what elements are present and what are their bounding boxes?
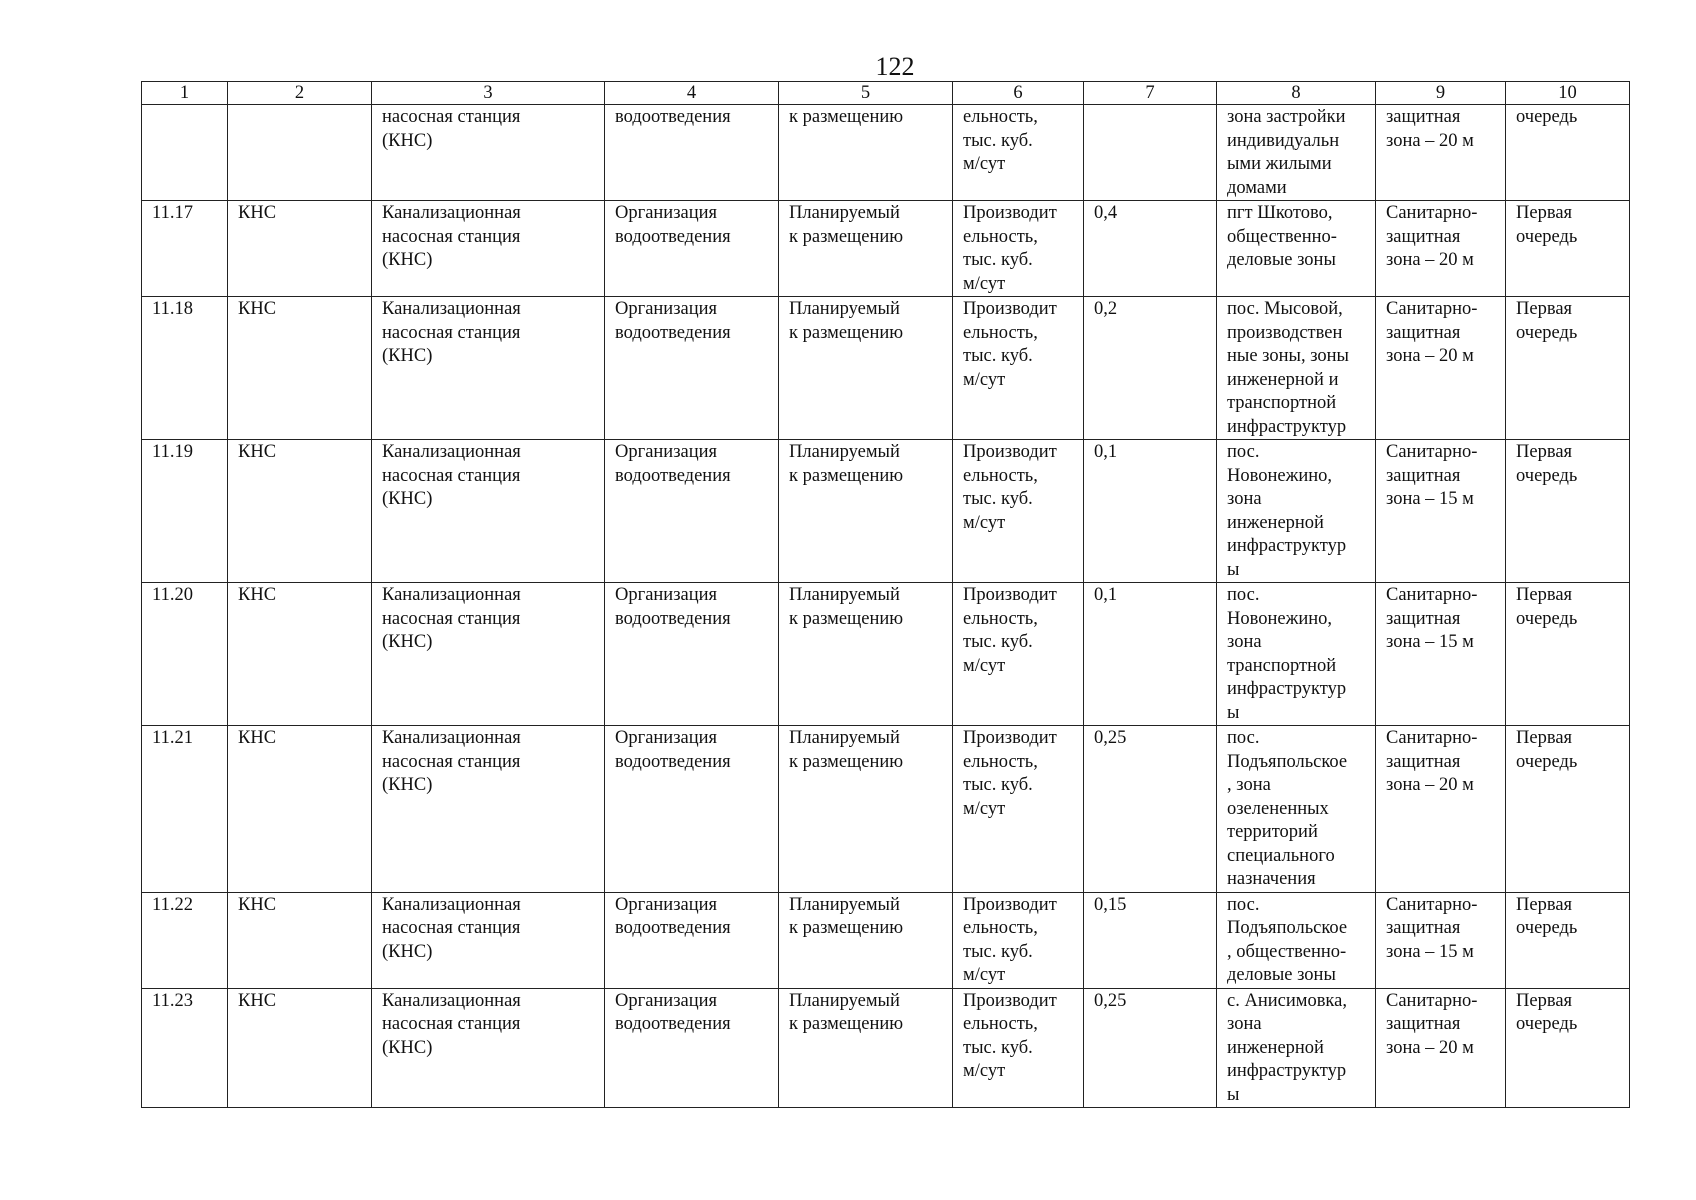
- column-header: 9: [1376, 82, 1506, 105]
- value-cell: [1084, 297, 1217, 440]
- cell-text-line: специального: [1227, 845, 1335, 866]
- zone-cell: [1376, 892, 1506, 988]
- cell-text-line: (КНС): [382, 489, 433, 509]
- location-cell: [1217, 297, 1376, 440]
- cell-text-line: Организация: [615, 894, 718, 915]
- cell-text-line: защитная: [1386, 918, 1461, 938]
- column-header: 4: [605, 82, 779, 105]
- name-cell: [372, 892, 605, 988]
- cell-text-line: пос.: [1227, 894, 1260, 915]
- row-number-cell: [142, 201, 228, 297]
- cell-text-line: Канализационная: [382, 728, 521, 748]
- cell-text-line: Санитарно-: [1386, 299, 1478, 319]
- cell-text-line: пос.: [1227, 585, 1260, 605]
- cell-text-line: Организация: [615, 442, 718, 462]
- cell-text-line: зона – 15 м: [1386, 489, 1474, 509]
- cell-text-line: Канализационная: [382, 299, 521, 319]
- status-cell: [779, 583, 953, 726]
- table-row: [142, 440, 1630, 583]
- characteristic-cell: [953, 440, 1084, 583]
- cell-text-line: КНС: [238, 728, 277, 748]
- cell-text-line: деловые зоны: [1227, 250, 1336, 270]
- cell-text-line: зона – 20 м: [1386, 346, 1474, 366]
- cell-text-line: Санитарно-: [1386, 894, 1478, 915]
- cell-text-line: 0,1: [1094, 585, 1118, 605]
- cell-text-line: зона – 20 м: [1386, 250, 1474, 270]
- code-cell: [228, 201, 372, 297]
- cell-text-line: ельность,: [963, 322, 1038, 343]
- status-cell: [779, 201, 953, 297]
- cell-text-line: инфраструктур: [1227, 536, 1347, 556]
- stage-cell: [1506, 583, 1630, 726]
- table-body: [142, 105, 1630, 1108]
- cell-text-line: защитная: [1386, 608, 1461, 629]
- characteristic-cell: [953, 297, 1084, 440]
- cell-text-line: инженерной и: [1227, 369, 1339, 390]
- cell-text-line: домами: [1227, 177, 1287, 198]
- cell-text-line: (КНС): [382, 941, 433, 962]
- cell-text-line: зона: [1227, 632, 1262, 652]
- stage-cell: [1506, 297, 1630, 440]
- page-number: 122: [875, 52, 915, 81]
- cell-text-line: м/сут: [963, 512, 1006, 533]
- purpose-cell: [605, 105, 779, 201]
- cell-text-line: Санитарно-: [1386, 442, 1478, 462]
- location-cell: [1217, 201, 1376, 297]
- cell-text-line: 11.20: [152, 585, 193, 605]
- cell-text-line: зона – 20 м: [1386, 775, 1474, 795]
- cell-text-line: к размещению: [789, 107, 904, 127]
- cell-text-line: м/сут: [963, 965, 1006, 985]
- row-number-cell: [142, 726, 228, 893]
- cell-text-line: (КНС): [382, 1037, 433, 1058]
- cell-text-line: тыс. куб.: [963, 775, 1033, 795]
- data-table: [141, 81, 1630, 1108]
- cell-text-line: пгт Шкотово,: [1227, 203, 1333, 223]
- cell-text-line: зона – 20 м: [1386, 130, 1474, 151]
- cell-text-line: зона: [1227, 489, 1262, 509]
- cell-text-line: к размещению: [789, 465, 904, 486]
- cell-text-line: водоотведения: [615, 1014, 731, 1034]
- cell-text-line: Планируемый: [789, 442, 900, 462]
- cell-text-line: Канализационная: [382, 894, 521, 915]
- purpose-cell: [605, 201, 779, 297]
- cell-text-line: Первая: [1516, 203, 1573, 223]
- cell-text-line: с. Анисимовка,: [1227, 990, 1347, 1011]
- cell-text-line: Производит: [963, 299, 1057, 319]
- cell-text-line: м/сут: [963, 369, 1006, 390]
- cell-text-line: инфраструктур: [1227, 1061, 1347, 1081]
- purpose-cell: [605, 892, 779, 988]
- cell-text-line: Санитарно-: [1386, 990, 1478, 1011]
- cell-text-line: водоотведения: [615, 322, 731, 343]
- cell-text-line: пос. Мысовой,: [1227, 299, 1343, 319]
- cell-text-line: ельность,: [963, 608, 1038, 629]
- cell-text-line: к размещению: [789, 226, 904, 247]
- name-cell: [372, 440, 605, 583]
- cell-text-line: водоотведения: [615, 107, 731, 127]
- cell-text-line: производствен: [1227, 322, 1343, 343]
- row-number-cell: [142, 988, 228, 1108]
- zone-cell: [1376, 105, 1506, 201]
- value-cell: [1084, 201, 1217, 297]
- cell-text-line: общественно-: [1227, 226, 1337, 247]
- cell-text-line: Производит: [963, 442, 1057, 462]
- cell-text-line: Планируемый: [789, 299, 900, 319]
- cell-text-line: насосная станция: [382, 465, 521, 486]
- cell-text-line: защитная: [1386, 107, 1461, 127]
- column-header: 8: [1217, 82, 1376, 105]
- value-cell: [1084, 440, 1217, 583]
- table-row: [142, 726, 1630, 893]
- cell-text-line: Санитарно-: [1386, 203, 1478, 223]
- cell-text-line: инженерной: [1227, 1037, 1324, 1058]
- cell-text-line: тыс. куб.: [963, 632, 1033, 652]
- column-header: 2: [228, 82, 372, 105]
- cell-text-line: ельность,: [963, 226, 1038, 247]
- cell-text-line: (КНС): [382, 346, 433, 366]
- code-cell: [228, 583, 372, 726]
- cell-text-line: очередь: [1516, 751, 1578, 772]
- cell-text-line: Производит: [963, 728, 1057, 748]
- cell-text-line: 0,4: [1094, 203, 1118, 223]
- cell-text-line: 0,2: [1094, 299, 1118, 319]
- table-row: [142, 892, 1630, 988]
- characteristic-cell: [953, 726, 1084, 893]
- table-row: [142, 988, 1630, 1108]
- cell-text-line: Новонежино,: [1227, 608, 1333, 629]
- cell-text-line: насосная станция: [382, 608, 521, 629]
- cell-text-line: Канализационная: [382, 585, 521, 605]
- cell-text-line: к размещению: [789, 1014, 904, 1034]
- cell-text-line: Санитарно-: [1386, 728, 1478, 748]
- column-header: 1: [142, 82, 228, 105]
- status-cell: [779, 105, 953, 201]
- cell-text-line: зона – 15 м: [1386, 941, 1474, 962]
- zone-cell: [1376, 988, 1506, 1108]
- cell-text-line: тыс. куб.: [963, 250, 1033, 270]
- cell-text-line: Планируемый: [789, 990, 900, 1011]
- cell-text-line: м/сут: [963, 798, 1006, 819]
- cell-text-line: водоотведения: [615, 608, 731, 629]
- stage-cell: [1506, 201, 1630, 297]
- name-cell: [372, 726, 605, 893]
- cell-text-line: насосная станция: [382, 918, 521, 938]
- cell-text-line: м/сут: [963, 273, 1006, 294]
- cell-text-line: Новонежино,: [1227, 465, 1333, 486]
- cell-text-line: 0,25: [1094, 990, 1127, 1011]
- cell-text-line: Планируемый: [789, 894, 900, 915]
- cell-text-line: КНС: [238, 203, 277, 223]
- cell-text-line: очередь: [1516, 107, 1578, 127]
- code-cell: [228, 297, 372, 440]
- cell-text-line: защитная: [1386, 1014, 1461, 1034]
- characteristic-cell: [953, 201, 1084, 297]
- cell-text-line: насосная станция: [382, 226, 521, 247]
- cell-text-line: м/сут: [963, 1061, 1006, 1081]
- cell-text-line: ы: [1227, 702, 1240, 723]
- zone-cell: [1376, 201, 1506, 297]
- cell-text-line: к размещению: [789, 918, 904, 938]
- cell-text-line: 11.21: [152, 728, 193, 748]
- cell-text-line: 11.22: [152, 894, 193, 915]
- cell-text-line: очередь: [1516, 918, 1578, 938]
- column-header: 3: [372, 82, 605, 105]
- cell-text-line: 11.23: [152, 990, 193, 1011]
- cell-text-line: зона застройки: [1227, 107, 1346, 127]
- cell-text-line: насосная станция: [382, 1014, 521, 1034]
- purpose-cell: [605, 583, 779, 726]
- cell-text-line: 11.17: [152, 203, 193, 223]
- code-cell: [228, 892, 372, 988]
- cell-text-line: тыс. куб.: [963, 489, 1033, 509]
- cell-text-line: Первая: [1516, 442, 1573, 462]
- location-cell: [1217, 988, 1376, 1108]
- cell-text-line: тыс. куб.: [963, 1037, 1033, 1058]
- cell-text-line: (КНС): [382, 632, 433, 652]
- cell-text-line: Подъяпольское: [1227, 751, 1348, 772]
- name-cell: [372, 201, 605, 297]
- cell-text-line: к размещению: [789, 751, 904, 772]
- cell-text-line: зона: [1227, 1014, 1262, 1034]
- cell-text-line: , общественно-: [1227, 941, 1347, 962]
- stage-cell: [1506, 988, 1630, 1108]
- code-cell: [228, 726, 372, 893]
- status-cell: [779, 892, 953, 988]
- cell-text-line: водоотведения: [615, 226, 731, 247]
- cell-text-line: Производит: [963, 990, 1057, 1011]
- cell-text-line: 0,15: [1094, 894, 1127, 915]
- status-cell: [779, 726, 953, 893]
- stage-cell: [1506, 892, 1630, 988]
- cell-text-line: назначения: [1227, 869, 1316, 889]
- zone-cell: [1376, 440, 1506, 583]
- characteristic-cell: [953, 105, 1084, 201]
- cell-text-line: насосная станция: [382, 751, 521, 772]
- cell-text-line: ельность,: [963, 465, 1038, 486]
- cell-text-line: Первая: [1516, 299, 1573, 319]
- cell-text-line: КНС: [238, 990, 277, 1011]
- cell-text-line: тыс. куб.: [963, 346, 1033, 366]
- cell-text-line: Организация: [615, 299, 718, 319]
- cell-text-line: Первая: [1516, 990, 1573, 1011]
- column-header: 10: [1506, 82, 1630, 105]
- cell-text-line: ы: [1227, 1084, 1240, 1105]
- cell-text-line: тыс. куб.: [963, 130, 1033, 151]
- stage-cell: [1506, 105, 1630, 201]
- cell-text-line: к размещению: [789, 608, 904, 629]
- cell-text-line: 11.18: [152, 299, 193, 319]
- cell-text-line: (КНС): [382, 130, 433, 151]
- table-row: [142, 201, 1630, 297]
- cell-text-line: , зона: [1227, 775, 1271, 795]
- column-header: 7: [1084, 82, 1217, 105]
- cell-text-line: индивидуальн: [1227, 130, 1340, 151]
- cell-text-line: 11.19: [152, 442, 193, 462]
- characteristic-cell: [953, 583, 1084, 726]
- cell-text-line: к размещению: [789, 322, 904, 343]
- cell-text-line: ельность,: [963, 1014, 1038, 1034]
- characteristic-cell: [953, 892, 1084, 988]
- purpose-cell: [605, 988, 779, 1108]
- cell-text-line: водоотведения: [615, 751, 731, 772]
- purpose-cell: [605, 440, 779, 583]
- status-cell: [779, 440, 953, 583]
- cell-text-line: КНС: [238, 442, 277, 462]
- cell-text-line: очередь: [1516, 465, 1578, 486]
- cell-text-line: очередь: [1516, 608, 1578, 629]
- status-cell: [779, 297, 953, 440]
- cell-text-line: (КНС): [382, 775, 433, 795]
- name-cell: [372, 583, 605, 726]
- cell-text-line: тыс. куб.: [963, 941, 1033, 962]
- cell-text-line: инфраструктур: [1227, 416, 1347, 437]
- cell-text-line: защитная: [1386, 322, 1461, 343]
- cell-text-line: защитная: [1386, 226, 1461, 247]
- value-cell: [1084, 988, 1217, 1108]
- column-header: 5: [779, 82, 953, 105]
- cell-text-line: транспортной: [1227, 393, 1337, 413]
- cell-text-line: Санитарно-: [1386, 585, 1478, 605]
- cell-text-line: инфраструктур: [1227, 679, 1347, 699]
- stage-cell: [1506, 440, 1630, 583]
- code-cell: [228, 105, 372, 201]
- name-cell: [372, 988, 605, 1108]
- cell-text-line: водоотведения: [615, 465, 731, 486]
- cell-text-line: Производит: [963, 894, 1057, 915]
- cell-text-line: очередь: [1516, 322, 1578, 343]
- cell-text-line: Первая: [1516, 894, 1573, 915]
- cell-text-line: Организация: [615, 585, 718, 605]
- code-cell: [228, 440, 372, 583]
- value-cell: [1084, 726, 1217, 893]
- location-cell: [1217, 440, 1376, 583]
- cell-text-line: насосная станция: [382, 322, 521, 343]
- cell-text-line: 0,1: [1094, 442, 1118, 462]
- cell-text-line: зона – 15 м: [1386, 632, 1474, 652]
- cell-text-line: КНС: [238, 894, 277, 915]
- cell-text-line: ельность,: [963, 107, 1038, 127]
- cell-text-line: Организация: [615, 990, 718, 1011]
- cell-text-line: транспортной: [1227, 655, 1337, 676]
- cell-text-line: очередь: [1516, 1014, 1578, 1034]
- cell-text-line: Подъяпольское: [1227, 918, 1348, 938]
- cell-text-line: м/сут: [963, 154, 1006, 174]
- location-cell: [1217, 105, 1376, 201]
- cell-text-line: зона – 20 м: [1386, 1037, 1474, 1058]
- cell-text-line: (КНС): [382, 250, 433, 270]
- name-cell: [372, 297, 605, 440]
- cell-text-line: КНС: [238, 585, 277, 605]
- cell-text-line: очередь: [1516, 226, 1578, 247]
- status-cell: [779, 988, 953, 1108]
- cell-text-line: м/сут: [963, 655, 1006, 676]
- value-cell: [1084, 105, 1217, 201]
- table-row: [142, 105, 1630, 201]
- cell-text-line: инженерной: [1227, 512, 1324, 533]
- cell-text-line: насосная станция: [382, 107, 521, 127]
- cell-text-line: пос.: [1227, 728, 1260, 748]
- cell-text-line: Канализационная: [382, 990, 521, 1011]
- row-number-cell: [142, 297, 228, 440]
- code-cell: [228, 988, 372, 1108]
- cell-text-line: Производит: [963, 585, 1057, 605]
- row-number-cell: [142, 105, 228, 201]
- column-number-row: [142, 82, 1630, 105]
- cell-text-line: Организация: [615, 728, 718, 748]
- name-cell: [372, 105, 605, 201]
- cell-text-line: Первая: [1516, 585, 1573, 605]
- row-number-cell: [142, 892, 228, 988]
- row-number-cell: [142, 440, 228, 583]
- cell-text-line: ные зоны, зоны: [1227, 346, 1349, 366]
- column-header: 6: [953, 82, 1084, 105]
- cell-text-line: Канализационная: [382, 442, 521, 462]
- cell-text-line: Организация: [615, 203, 718, 223]
- location-cell: [1217, 892, 1376, 988]
- cell-text-line: КНС: [238, 299, 277, 319]
- location-cell: [1217, 726, 1376, 893]
- cell-text-line: Производит: [963, 203, 1057, 223]
- cell-text-line: Первая: [1516, 728, 1573, 748]
- purpose-cell: [605, 297, 779, 440]
- cell-text-line: территорий: [1227, 822, 1318, 842]
- cell-text-line: ельность,: [963, 751, 1038, 772]
- zone-cell: [1376, 583, 1506, 726]
- cell-text-line: деловые зоны: [1227, 965, 1336, 985]
- characteristic-cell: [953, 988, 1084, 1108]
- cell-text-line: 0,25: [1094, 728, 1127, 748]
- zone-cell: [1376, 297, 1506, 440]
- cell-text-line: водоотведения: [615, 918, 731, 938]
- cell-text-line: Канализационная: [382, 203, 521, 223]
- value-cell: [1084, 892, 1217, 988]
- table-row: [142, 297, 1630, 440]
- cell-text-line: Планируемый: [789, 728, 900, 748]
- row-number-cell: [142, 583, 228, 726]
- cell-text-line: Планируемый: [789, 203, 900, 223]
- purpose-cell: [605, 726, 779, 893]
- cell-text-line: ыми жилыми: [1227, 154, 1332, 174]
- stage-cell: [1506, 726, 1630, 893]
- cell-text-line: защитная: [1386, 465, 1461, 486]
- value-cell: [1084, 583, 1217, 726]
- location-cell: [1217, 583, 1376, 726]
- table-row: [142, 583, 1630, 726]
- cell-text-line: пос.: [1227, 442, 1260, 462]
- cell-text-line: Планируемый: [789, 585, 900, 605]
- cell-text-line: озелененных: [1227, 798, 1329, 819]
- cell-text-line: защитная: [1386, 751, 1461, 772]
- zone-cell: [1376, 726, 1506, 893]
- cell-text-line: ы: [1227, 559, 1240, 580]
- cell-text-line: ельность,: [963, 918, 1038, 938]
